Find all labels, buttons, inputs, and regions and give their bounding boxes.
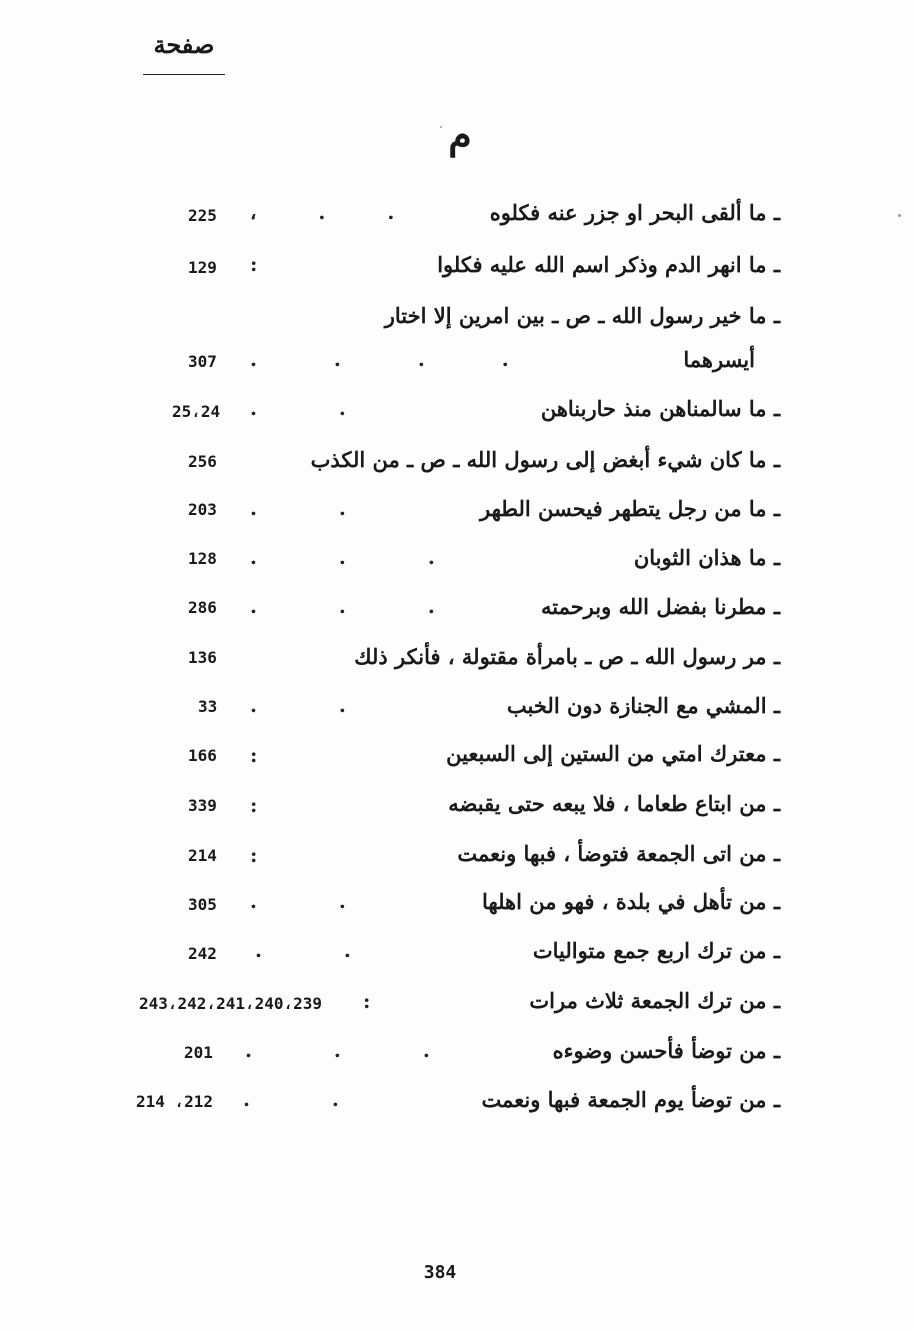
leader-dots: . . — [243, 1087, 339, 1111]
index-entry-text: ـ من تأهل في بلدة ، فهو من اهلها — [482, 889, 780, 914]
index-entry-page: 214 ،212 — [136, 1092, 214, 1111]
leader-dots: . . . — [245, 1038, 430, 1062]
index-entry-text: ـ ما سالمناهن منذ حاربناهن — [540, 396, 780, 421]
index-entry-text: ـ المشي مع الجنازة دون الخبب — [506, 693, 780, 718]
leader-dots: . . — [250, 693, 346, 717]
paper-speck — [440, 126, 442, 128]
leader-dots: : — [250, 793, 258, 817]
page-number: 384 — [423, 1262, 457, 1283]
index-entry-page: 286 — [188, 598, 217, 617]
leader-dots: : — [250, 252, 258, 276]
index-entry-text: ـ مطرنا بفضل الله وبرحمته — [540, 594, 780, 619]
index-entry-page: 25،24 — [172, 402, 221, 421]
leader-dots: ، . . — [250, 200, 395, 224]
index-entry-text: ـ ما هذان الثوبان — [633, 545, 780, 570]
index-entry-text: ـ من ترك الجمعة ثلاث مرات — [529, 988, 780, 1013]
leader-dots: . . . — [250, 545, 435, 569]
index-entry-text: ـ معترك امتي من الستين إلى السبعين — [446, 741, 780, 766]
index-entry-page: 33 — [198, 697, 218, 716]
index-entry-page: 243،242،241،240،239 — [139, 994, 323, 1013]
index-entry-continuation: أيسرهما — [683, 347, 755, 372]
index-entry-text: ـ من اتى الجمعة فتوضأ ، فبها ونعمت — [457, 841, 780, 866]
index-letter-heading: م — [448, 112, 472, 157]
index-entry-page: 214 — [188, 846, 217, 865]
index-entry-text: ـ ما من رجل يتطهر فيحسن الطهر — [480, 496, 780, 521]
index-entry-page: 203 — [188, 500, 217, 519]
index-entry-page: 339 — [188, 796, 217, 815]
index-entry-page: 307 — [188, 352, 217, 371]
index-entry-text: ـ من ابتاع طعاما ، فلا يبعه حتى يقبضه — [448, 791, 780, 816]
header-underline — [143, 74, 225, 75]
leader-dots: . . . — [250, 594, 435, 618]
paper-speck — [898, 214, 901, 217]
index-entry-page: 166 — [188, 746, 217, 765]
leader-dots: : — [363, 989, 371, 1013]
index-entry-text: ـ ما خير رسول الله ـ ص ـ بين امرين إلا اختار — [384, 303, 780, 328]
index-entry-page: 242 — [188, 944, 217, 963]
index-entry-text: ـ ما انهر الدم وذكر اسم الله عليه فكلوا — [437, 252, 780, 277]
leader-dots: . . — [250, 496, 346, 520]
page-column-header: صفحة — [153, 30, 215, 59]
index-entry-text: ـ مر رسول الله ـ ص ـ بامرأة مقتولة ، فأنكر ذلك — [354, 644, 780, 669]
leader-dots: . . — [250, 889, 346, 913]
index-entry-text: ـ ما ألقى البحر او جزر عنه فكلوه — [489, 200, 780, 225]
index-entry-text: ـ من توضأ فأحسن وضوءه — [552, 1038, 780, 1063]
index-entry-page: 129 — [188, 258, 217, 277]
index-entry-text: ـ ما كان شيء أبغض إلى رسول الله ـ ص ـ من الكذب — [310, 447, 780, 472]
leader-dots: . . — [250, 396, 346, 420]
index-entry-page: 128 — [188, 549, 217, 568]
index-entry-text: ـ من توضأ يوم الجمعة فبها ونعمت — [481, 1087, 780, 1112]
index-entry-page: 225 — [188, 206, 217, 225]
leader-dots: : — [250, 843, 258, 867]
index-entry-page: 305 — [188, 895, 217, 914]
leader-dots: : — [250, 743, 258, 767]
index-entry-text: ـ من ترك اربع جمع متواليات — [532, 938, 780, 963]
index-entry-page: 136 — [188, 648, 217, 667]
index-entry-page: 256 — [188, 452, 217, 471]
index-entry-page: 201 — [184, 1043, 213, 1062]
leader-dots: . . — [255, 938, 351, 962]
leader-dots: . . . . — [250, 347, 509, 371]
